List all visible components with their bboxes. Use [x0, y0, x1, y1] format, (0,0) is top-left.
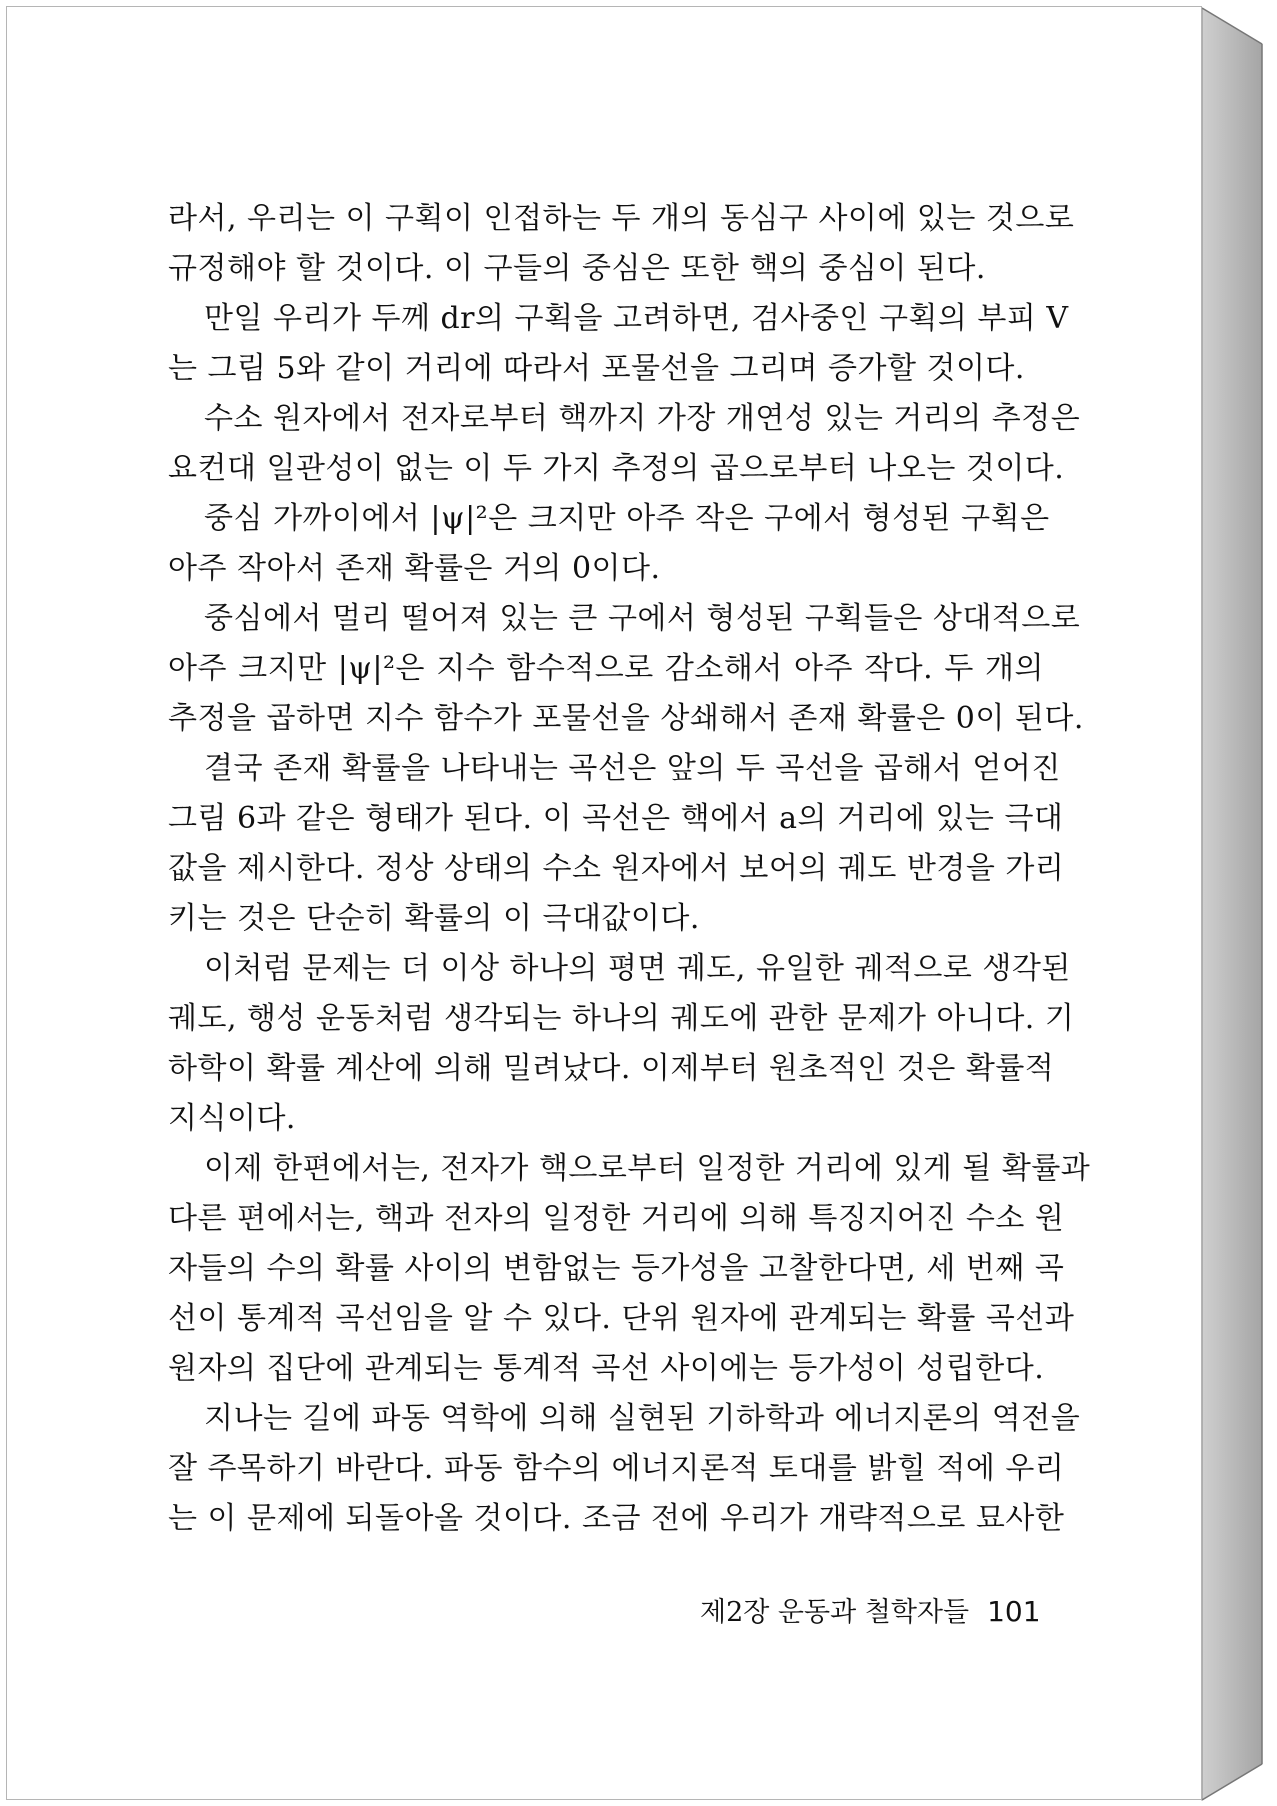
text-line: 수소 원자에서 전자로부터 핵까지 가장 개연성 있는 거리의 추정은: [204, 401, 1081, 436]
text-line: 이처럼 문제는 더 이상 하나의 평면 궤도, 유일한 궤적으로 생각된: [204, 951, 1071, 986]
page-number: 101: [987, 1595, 1041, 1628]
text-line: 지나는 길에 파동 역학에 의해 실현된 기하학과 에너지론의 역전을: [204, 1401, 1081, 1436]
text-line: 아주 작아서 존재 확률은 거의 0이다.: [168, 551, 661, 586]
text-line: 궤도, 행성 운동처럼 생각되는 하나의 궤도에 관한 문제가 아니다. 기: [168, 1001, 1075, 1036]
text-line: 자들의 수의 확률 사이의 변함없는 등가성을 고찰한다면, 세 번째 곡: [168, 1251, 1065, 1286]
page-footer: [700, 1590, 1041, 1629]
text-line: 키는 것은 단순히 확률의 이 극대값이다.: [168, 901, 700, 936]
text-line: 는 그림 5와 같이 거리에 따라서 포물선을 그리며 증가할 것이다.: [168, 351, 1025, 386]
text-line: 규정해야 할 것이다. 이 구들의 중심은 또한 핵의 중심이 된다.: [168, 251, 986, 286]
text-line: 잘 주목하기 바란다. 파동 함수의 에너지론적 토대를 밝힐 적에 우리: [168, 1451, 1065, 1486]
text-line: 아주 크지만 |ψ|²은 지수 함수적으로 감소해서 아주 작다. 두 개의: [168, 651, 1044, 686]
text-line: 원자의 집단에 관계되는 통계적 곡선 사이에는 등가성이 성립한다.: [168, 1351, 1045, 1386]
text-line: 중심에서 멀리 떨어져 있는 큰 구에서 형성된 구획들은 상대적으로: [204, 601, 1081, 636]
text-line: 결국 존재 확률을 나타내는 곡선은 앞의 두 곡선을 곱해서 얻어진: [204, 751, 1061, 786]
text-line: 추정을 곱하면 지수 함수가 포물선을 상쇄해서 존재 확률은 0이 된다.: [168, 701, 1084, 736]
text-line: 이제 한편에서는, 전자가 핵으로부터 일정한 거리에 있게 될 확률과: [204, 1151, 1091, 1186]
page-body-text: [168, 194, 1091, 1544]
text-line: 요컨대 일관성이 없는 이 두 가지 추정의 곱으로부터 나오는 것이다.: [168, 451, 1065, 486]
text-line: 중심 가까이에서 |ψ|²은 크지만 아주 작은 구에서 형성된 구획은: [204, 501, 1050, 536]
text-line: 지식이다.: [168, 1101, 296, 1136]
running-footer-chapter: 제2장 운동과 철학자들: [700, 1597, 970, 1628]
text-line: 라서, 우리는 이 구획이 인접하는 두 개의 동심구 사이에 있는 것으로: [168, 201, 1075, 236]
text-line: 는 이 문제에 되돌아올 것이다. 조금 전에 우리가 개략적으로 묘사한: [168, 1501, 1065, 1536]
text-line: 그림 6과 같은 형태가 된다. 이 곡선은 핵에서 a의 거리에 있는 극대: [168, 801, 1064, 836]
text-line: 만일 우리가 두께 dr의 구획을 고려하면, 검사중인 구획의 부피 V: [204, 301, 1069, 336]
text-line: 하학이 확률 계산에 의해 밀려났다. 이제부터 원초적인 것은 확률적: [168, 1051, 1055, 1086]
text-line: 다른 편에서는, 핵과 전자의 일정한 거리에 의해 특징지어진 수소 원: [168, 1201, 1065, 1236]
text-line: 값을 제시한다. 정상 상태의 수소 원자에서 보어의 궤도 반경을 가리: [168, 851, 1065, 886]
text-line: 선이 통계적 곡선임을 알 수 있다. 단위 원자에 관계되는 확률 곡선과: [168, 1301, 1075, 1336]
